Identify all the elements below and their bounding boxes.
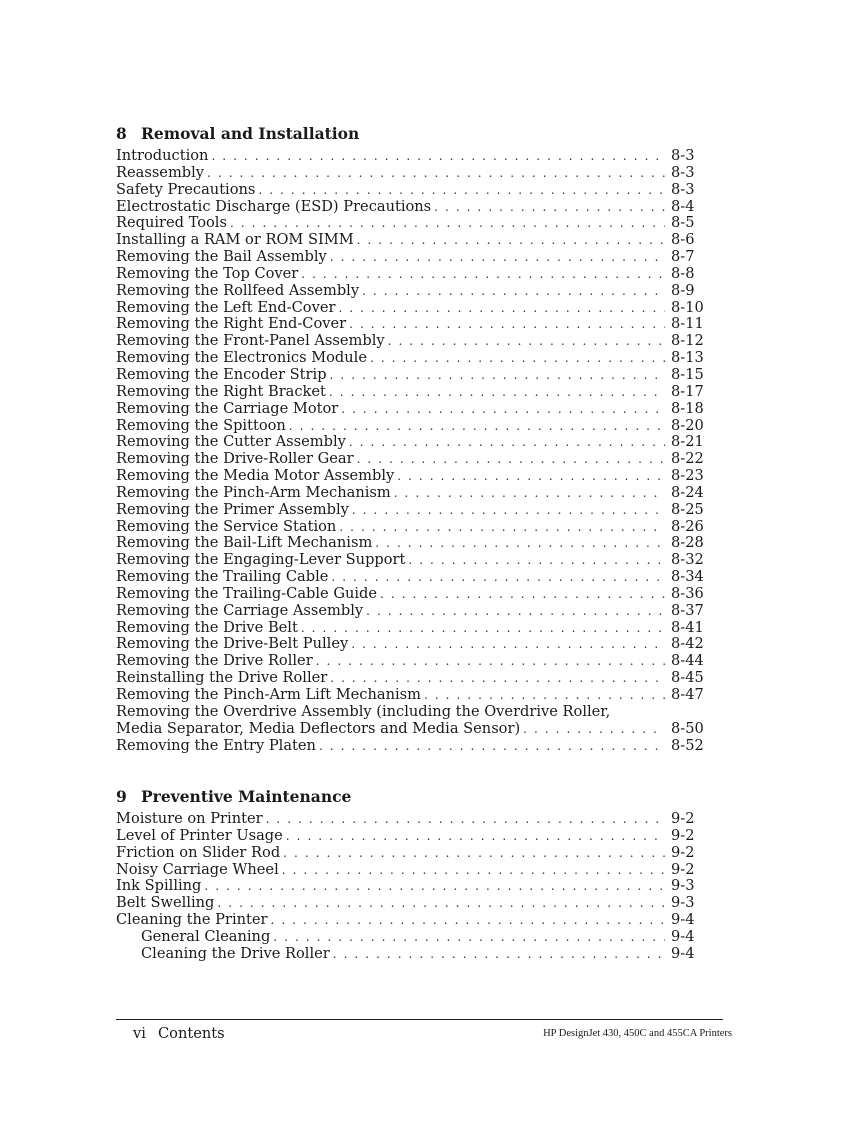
toc-entry[interactable] <box>116 401 707 418</box>
toc-entry[interactable] <box>116 895 707 912</box>
toc-list <box>116 811 707 929</box>
toc-entry[interactable] <box>116 283 707 300</box>
toc-entry-title: Removing the Front-Panel Assembly <box>116 332 385 350</box>
toc-entry-page: 8-4 <box>671 197 695 215</box>
toc-entry-page: 8-3 <box>671 163 695 181</box>
toc-entry-page: 8-20 <box>671 416 704 434</box>
toc-entry-page: 9-4 <box>671 927 695 945</box>
dot-leader <box>357 232 665 249</box>
dot-leader <box>523 721 665 738</box>
toc-entry-title: Removing the Spittoon <box>116 416 286 434</box>
toc-entry[interactable] <box>116 333 707 350</box>
toc-entry[interactable] <box>116 367 707 384</box>
toc-entry-title: Level of Printer Usage <box>116 826 283 844</box>
toc-entry-title: Removing the Right End-Cover <box>116 315 347 333</box>
toc-entry-title: Removing the Right Bracket <box>116 382 326 400</box>
dot-leader <box>349 434 665 451</box>
dot-leader <box>286 828 665 845</box>
dot-leader <box>375 535 665 552</box>
toc-entry-page: 8-18 <box>671 399 704 417</box>
toc-entry-title: General Cleaning <box>141 927 271 945</box>
toc-entry-multiline-first[interactable]: Removing the Overdrive Assembly (including the Overdrive Roller, <box>116 702 611 720</box>
toc-entry-title: Removing the Primer Assembly <box>116 500 349 518</box>
footer-rule <box>116 1019 723 1020</box>
toc-list <box>116 148 707 704</box>
toc-entry-title: Introduction <box>116 147 209 164</box>
toc-entry-page: 8-28 <box>671 534 704 552</box>
toc-entry[interactable] <box>116 636 707 653</box>
toc-entry[interactable] <box>116 569 707 586</box>
toc-entry-page: 8-25 <box>671 500 704 518</box>
toc-entry-page: 8-23 <box>671 467 704 485</box>
toc-entry-title: Removing the Electronics Module <box>116 349 367 367</box>
dot-leader <box>329 384 665 401</box>
toc-entry[interactable] <box>116 350 707 367</box>
toc-entry[interactable] <box>116 182 707 199</box>
dot-leader <box>316 653 665 670</box>
toc-entry[interactable] <box>116 878 707 895</box>
toc-entry-page: 8-9 <box>671 281 695 299</box>
toc-entry-page: 8-41 <box>671 618 704 636</box>
dot-leader <box>266 811 665 828</box>
toc-entry[interactable] <box>116 468 707 485</box>
toc-entry-title: Removing the Engaging-Lever Support <box>116 551 406 569</box>
toc-entry-title: Removing the Left End-Cover <box>116 298 336 316</box>
dot-leader <box>230 215 665 232</box>
toc-entry[interactable] <box>116 451 707 468</box>
chapter-title: Preventive Maintenance <box>141 787 352 806</box>
toc-entry-page: 8-34 <box>671 568 704 586</box>
dot-leader <box>211 148 665 165</box>
dot-leader <box>333 946 665 963</box>
toc-entry-page: 8-32 <box>671 551 704 569</box>
toc-entry-page: 9-4 <box>671 944 695 962</box>
toc-entry-title: Safety Precautions <box>116 180 256 198</box>
toc-entry[interactable] <box>116 148 707 165</box>
toc-entry-title: Removing the Carriage Motor <box>116 399 339 417</box>
footer-page-number: vi <box>133 1025 146 1042</box>
dot-leader <box>394 485 665 502</box>
dot-leader <box>349 316 665 333</box>
toc-entry[interactable] <box>116 215 707 232</box>
toc-entry-page: 8-24 <box>671 483 704 501</box>
dot-leader <box>301 266 665 283</box>
toc-entry-title: Removing the Top Cover <box>116 264 299 282</box>
toc-entry-page: 8-3 <box>671 147 695 164</box>
toc-entry[interactable] <box>116 586 707 603</box>
toc-entry-page: 9-4 <box>671 911 695 929</box>
footer-section: Contents <box>158 1025 225 1042</box>
toc-entry-page: 8-37 <box>671 601 704 619</box>
chapter-number: 9 <box>116 787 127 806</box>
toc-entry-page: 8-7 <box>671 248 695 266</box>
toc-entry-title: Reassembly <box>116 163 205 181</box>
toc-entry-title: Moisture on Printer <box>116 810 263 827</box>
toc-entry-title: Removing the Rollfeed Assembly <box>116 281 360 299</box>
toc-entry[interactable] <box>116 828 707 845</box>
toc-entry-title: Removing the Pinch-Arm Lift Mechanism <box>116 686 421 703</box>
dot-leader <box>341 401 665 418</box>
footer-left <box>133 1025 225 1042</box>
chapter-title: Removal and Installation <box>141 124 360 143</box>
toc-entry-page: 8-45 <box>671 669 704 687</box>
dot-leader <box>351 636 665 653</box>
toc-entry-title: Removing the Trailing-Cable Guide <box>116 584 378 602</box>
toc-entry-page: 9-2 <box>671 810 695 827</box>
dot-leader <box>271 912 666 929</box>
toc-entry-page: 8-3 <box>671 180 695 198</box>
toc-entry-page: 8-22 <box>671 450 704 468</box>
toc-entry-title: Removing the Entry Platen <box>116 736 316 754</box>
toc-entry[interactable] <box>116 912 707 929</box>
toc-subentry[interactable] <box>116 946 707 963</box>
toc-entry[interactable] <box>116 434 707 451</box>
toc-entry[interactable] <box>116 519 707 536</box>
toc-entry-title: Removing the Cutter Assembly <box>116 433 346 451</box>
dot-leader <box>370 350 665 367</box>
chapter-heading <box>116 123 707 145</box>
toc-entry[interactable] <box>116 266 707 283</box>
toc-entry-title: Ink Spilling <box>116 877 202 895</box>
toc-entry-page: 8-11 <box>671 315 704 333</box>
toc-entry[interactable] <box>116 249 707 266</box>
dot-leader <box>207 165 665 182</box>
chapter-8-section <box>116 123 707 754</box>
toc-entry-page: 8-42 <box>671 635 704 653</box>
toc-entry[interactable] <box>116 845 707 862</box>
toc-entry-title: Removing the Bail-Lift Mechanism <box>116 534 373 552</box>
toc-entry-page: 8-44 <box>671 652 704 670</box>
chapter-9-section <box>116 786 707 963</box>
dot-leader <box>397 468 665 485</box>
dot-leader <box>283 845 665 862</box>
dot-leader <box>330 367 665 384</box>
toc-entry-title: Removing the Encoder Strip <box>116 365 327 383</box>
toc-entry-title: Reinstalling the Drive Roller <box>116 669 328 687</box>
dot-leader <box>408 552 665 569</box>
toc-entry-title: Removing the Pinch-Arm Mechanism <box>116 483 391 501</box>
toc-entry-page: 9-2 <box>671 860 695 878</box>
toc-entry-page: 8-47 <box>671 686 704 703</box>
toc-entry-title: Removing the Drive Roller <box>116 652 313 670</box>
toc-entry-page: 8-8 <box>671 264 695 282</box>
toc-entry-title: Cleaning the Drive Roller <box>141 944 330 962</box>
dot-leader <box>362 283 665 300</box>
toc-entry-page: 8-6 <box>671 231 695 249</box>
dot-leader <box>434 199 665 216</box>
toc-entry-page: 8-13 <box>671 349 704 367</box>
toc-entry[interactable] <box>116 862 707 879</box>
toc-entry-title: Removing the Trailing Cable <box>116 568 329 586</box>
dot-leader <box>289 418 665 435</box>
toc-entry-page: 8-5 <box>671 214 695 232</box>
toc-entry[interactable] <box>116 300 707 317</box>
dot-leader <box>357 451 665 468</box>
dot-leader <box>258 182 665 199</box>
toc-entry-title: Removing the Carriage Assembly <box>116 601 364 619</box>
toc-entry[interactable] <box>116 811 707 828</box>
dot-leader <box>380 586 665 603</box>
toc-entry-title: Removing the Service Station <box>116 517 337 535</box>
toc-entry[interactable] <box>116 316 707 333</box>
dot-leader <box>217 895 665 912</box>
toc-entry-page: 8-12 <box>671 332 704 350</box>
toc-entry-page: 8-50 <box>671 719 704 737</box>
toc-entry-title: Belt Swelling <box>116 894 215 912</box>
footer-product: HP DesignJet 430, 450C and 455CA Printers <box>543 1028 732 1039</box>
toc-entry-title: Friction on Slider Rod <box>116 843 281 861</box>
toc-entry[interactable] <box>116 620 707 637</box>
toc-entry-title: Removing the Drive Belt <box>116 618 298 636</box>
dot-leader <box>424 687 665 704</box>
dot-leader <box>338 300 665 317</box>
toc-entry-title: Installing a RAM or ROM SIMM <box>116 231 354 249</box>
toc-entry[interactable] <box>116 199 707 216</box>
toc-entry-page: 9-2 <box>671 843 695 861</box>
toc-entry-title: Removing the Media Motor Assembly <box>116 467 395 485</box>
dot-leader <box>388 333 665 350</box>
toc-entry-title: Required Tools <box>116 214 227 232</box>
toc-entry[interactable] <box>116 485 707 502</box>
toc-entry-title: Media Separator, Media Deflectors and Media Sensor) <box>116 719 521 737</box>
toc-entry-page: 8-10 <box>671 298 704 316</box>
toc-entry-title: Removing the Drive-Belt Pulley <box>116 635 349 653</box>
dot-leader <box>273 929 665 946</box>
toc-entry[interactable] <box>116 552 707 569</box>
dot-leader <box>301 620 665 637</box>
toc-entry[interactable] <box>116 502 707 519</box>
dot-leader <box>330 249 665 266</box>
toc-entry[interactable] <box>116 721 707 738</box>
toc-entry-title: Electrostatic Discharge (ESD) Precautions <box>116 197 432 215</box>
toc-entry-title: Removing the Drive-Roller Gear <box>116 450 354 468</box>
toc-entry-page: 9-2 <box>671 826 695 844</box>
dot-leader <box>282 862 665 879</box>
toc-entry[interactable] <box>116 384 707 401</box>
toc-entry[interactable] <box>116 535 707 552</box>
toc-entry[interactable] <box>116 165 707 182</box>
toc-entry[interactable] <box>116 653 707 670</box>
toc-entry-title: Noisy Carriage Wheel <box>116 860 279 878</box>
toc-entry-page: 8-52 <box>671 736 704 754</box>
dot-leader <box>366 603 665 620</box>
toc-entry-page: 9-3 <box>671 877 695 895</box>
toc-entry-title: Removing the Bail Assembly <box>116 248 327 266</box>
toc-subentry[interactable] <box>116 929 707 946</box>
dot-leader <box>331 569 665 586</box>
chapter-number: 8 <box>116 124 127 143</box>
toc-entry-page: 8-15 <box>671 365 704 383</box>
toc-entry-page: 8-26 <box>671 517 704 535</box>
toc-entry[interactable] <box>116 232 707 249</box>
dot-leader <box>352 502 665 519</box>
toc-entry-page: 9-3 <box>671 894 695 912</box>
toc-sublist <box>116 929 707 963</box>
toc-entry[interactable] <box>116 418 707 435</box>
dot-leader <box>204 878 665 895</box>
toc-entry[interactable] <box>116 670 707 687</box>
toc-entry[interactable] <box>116 603 707 620</box>
chapter-heading <box>116 786 707 808</box>
toc-entry[interactable] <box>116 738 707 755</box>
toc-entry-title: Cleaning the Printer <box>116 911 268 929</box>
dot-leader <box>339 519 665 536</box>
toc-entry-page: 8-36 <box>671 584 704 602</box>
toc-entry-page: 8-17 <box>671 382 704 400</box>
dot-leader <box>319 738 665 755</box>
toc-entry-page: 8-21 <box>671 433 704 451</box>
dot-leader <box>330 670 665 687</box>
toc-entry[interactable] <box>116 687 707 704</box>
